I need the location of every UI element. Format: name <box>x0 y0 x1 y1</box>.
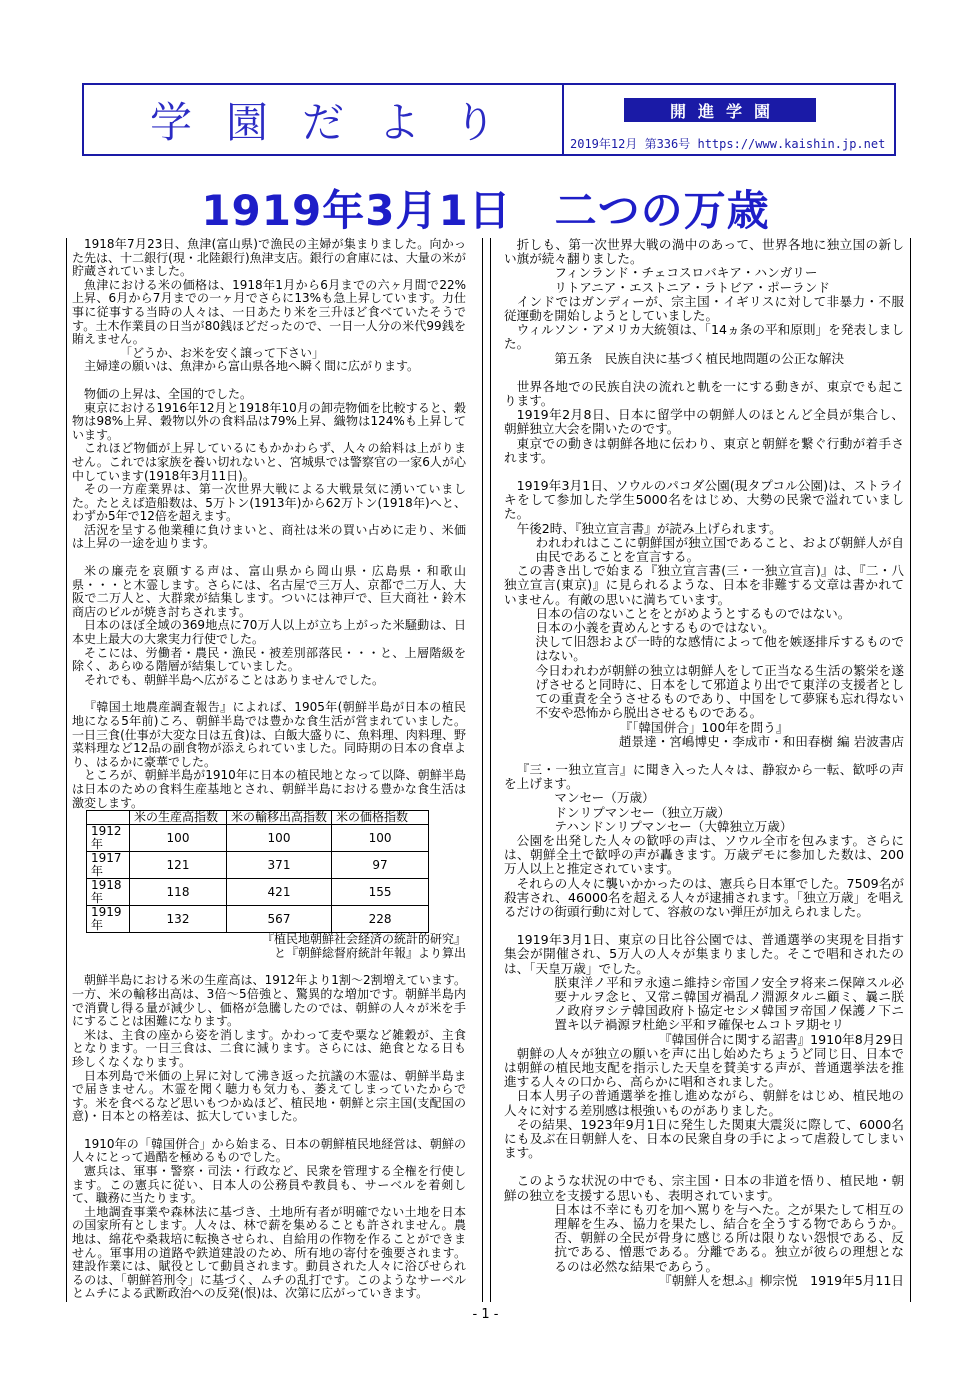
table-row <box>87 906 429 933</box>
left-column <box>66 238 474 1301</box>
paragraph: そこには、労働者・農民・漁民・被差別部落民・・・と、上層階級を除く、あらゆる階層が結集していました。 <box>72 645 466 674</box>
source-citation: 『韓国併合に関する詔書』1910年8月29日 <box>659 1031 904 1047</box>
quote: 「どうか、お米を安く譲って下さい」 <box>120 345 325 360</box>
masthead <box>82 83 896 156</box>
paragraph: 米の廉売を哀願する声は、富山県から岡山県・広島県・和歌山県・・・と木霊します。さらには、名古屋で三万人、京都で二万人、大阪で二万人と、大群衆が結集します。ついには神戸で、巨大商社・鈴木商店のビルが焼き討ちされます。 <box>72 564 466 619</box>
paragraph: 主婦達の願いは、魚津から富山県各地へ瞬く間に広がります。 <box>84 359 420 374</box>
paragraph: ところが、朝鮮半島が1910年に日本の植民地となって以降、朝鮮半島は日本のための食料生産基地とされ、朝鮮半島における豊かな食生活は激変します。 <box>72 768 466 810</box>
table-year: 1919年 <box>87 906 130 933</box>
table-corner <box>87 811 130 825</box>
cheer: テハンドンリプマンセー（大韓独立万歳） <box>554 818 793 834</box>
cheer: マンセー（万歳） <box>554 790 655 806</box>
page-number: - 1 - <box>472 1307 499 1322</box>
paragraph: その結果、1923年9月1日に発生した関東大震災に際して、6000名にも及ぶ在日朝鮮人を、日本の民衆自身の手によって虐殺してしまいます。 <box>504 1116 904 1161</box>
page-headline: 1919年3月1日 二つの万歳 <box>201 186 770 235</box>
paragraph: 折しも、第一次世界大戦の渦中のあって、世界各地に独立国の新しい旗が続々翻りました。 <box>504 237 904 267</box>
source-citation: 『朝鮮人を想ふ』柳宗悦 1919年5月11日 <box>659 1272 904 1288</box>
paragraph: それでも、朝鮮半島へ広がることはありませんでした。 <box>84 672 385 687</box>
paragraph: 魚津における米の価格は、1918年1月から6月までの六ヶ月間で22%上昇、6月から7月までの一ヶ月でさらに13%も急上昇しています。力仕事に従事する当時の人々は、一日あたり米を三升ほど食べていたそうです。土木作業員の日当が80銭ほどだったので、一日一人分の米代99銭を賄えません。 <box>72 277 466 347</box>
column-rule <box>910 238 911 1302</box>
table-header-row <box>87 811 429 825</box>
table-cell: 132 <box>130 906 227 933</box>
cheer: ドンリプマンセー（独立万歳） <box>554 804 731 820</box>
paragraph: 1919年3月1日、ソウルのパコダ公園(現タプコル公園)は、ストライキをして参加した学生5000名をはじめ、大勢の民衆で溢れていました。 <box>504 478 904 522</box>
table-cell: 567 <box>227 906 332 933</box>
country-list: リトアニア・エストニア・ラトビア・ポーランド <box>554 279 830 295</box>
paragraph: 日本列島で米価の上昇に対して沸き返った抗議の木霊は、朝鮮半島まで届きません。木霊を聞く聴力も気力も、萎えてしまっていたからです。米を食べるなど思いもつかぬほど、植民地・朝鮮と宗主国(支配国の意)・日本との格差は、拡大していました。 <box>72 1068 466 1124</box>
table-year: 1912年 <box>87 825 130 852</box>
table-cell: 228 <box>332 906 429 933</box>
paragraph: 1910年の「韓国併合」から始まる、日本の朝鮮植民地経営は、朝鮮の人々にとって過酷を極めるものでした。 <box>72 1136 466 1165</box>
paragraph: これほど物価が上昇しているにもかかわらず、人々の給料は上がりません。これでは家族を養い切れないと、宮城県では警察官の一家6人が心中しています(1918年3月11日)。 <box>72 441 466 483</box>
quote: 決して旧怨および一時的な感情によって他を嫉逐排斥するものではない。 <box>535 634 904 664</box>
source-citation: 趙景達・宮嶋博史・李成市・和田春樹 編 岩波書店 <box>618 733 904 749</box>
source-citation: と『朝鮮総督府統計年報』より算出 <box>273 945 466 960</box>
table-row <box>87 852 429 879</box>
table-cell: 100 <box>227 825 332 852</box>
column-rule <box>482 238 483 1302</box>
table-year: 1917年 <box>87 852 130 879</box>
column-rule <box>490 238 491 1302</box>
paragraph: 『三・一独立宣言』に聞き入った人々は、静寂から一転、歓呼の声を上げます。 <box>504 761 904 792</box>
issue-info: 2019年12月 第336号 https://www.kaishin.jp.net <box>570 137 886 151</box>
source-citation: 『「韓国併合」100年を問う』 <box>619 719 789 735</box>
quote: 日本の小義を責めんとするものではない。 <box>535 620 775 636</box>
table-header: 米の価格指数 <box>332 811 429 825</box>
paragraph: それらの人々に襲いかかったのは、憲兵ら日本軍でした。7509名が殺害され、46000名を超える人々が逮捕されます。「独立万歳」を唱えるだけの街頭行動に対して、容赦のない弾圧が加えられました。 <box>504 875 904 919</box>
table-header: 米の生産高指数 <box>130 811 227 825</box>
table-cell: 100 <box>130 825 227 852</box>
paragraph: 世界各地での民族自決の流れと軌を一にする動きが、東京でも起こります。 <box>504 378 904 409</box>
source-citation: 『植民地朝鮮社会経済の統計的研究』 <box>261 932 466 947</box>
right-column <box>498 238 910 1288</box>
paragraph: 朝鮮半島における米の生産高は、1912年より1割～2割増えています。一方、米の輸移出高は、3倍～5倍強と、驚異的な増加です。朝鮮半島内で消費し得る量が減少し、価格が急騰したのでは、朝鮮の人々が米を手にすることは困難になります。 <box>72 973 466 1029</box>
newsletter-title: 学園だより <box>84 85 564 154</box>
paragraph: 東京における1916年12月と1918年10月の卸売物価を比較すると、穀物は98%上昇、穀物以外の食料品は79%上昇、織物は124%も上昇しています。 <box>72 400 466 442</box>
table-header: 米の輸移出高指数 <box>227 811 332 825</box>
paragraph: その一方産業界は、第一次世界大戦による大戦景気に湧いていました。たとえば造船数は、5万トン(1913年)から62万トン(1918年)へと、わずか5年で12倍を超えます。 <box>72 482 466 524</box>
paragraph: 日本のほぼ全域の369地点に70万人以上が立ち上がった米騒動は、日本史上最大の大衆実力行使でした。 <box>72 618 466 647</box>
table-cell: 121 <box>130 852 227 879</box>
paragraph: 物価の上昇は、全国的でした。 <box>84 386 253 401</box>
table-cell: 97 <box>332 852 429 879</box>
table-cell: 118 <box>130 879 227 906</box>
paragraph: 東京での動きは朝鮮各地に伝わり、東京と朝鮮を繋ぐ行動が着手されます。 <box>504 435 904 465</box>
paragraph: この書き出しで始まる『独立宣言書(三・一独立宣言)』は、『二・八独立宣言(東京)』に見られるような、日本を非難する文章は書かれていません。有敵の思いに満ちています。 <box>504 563 904 607</box>
paragraph: 1919年3月1日、東京の日比谷公園では、普通選挙の実現を目指す集会が開催され、5万人の人々が集まりました。そこで唱和されたのは、「天皇万歳」でした。 <box>504 932 904 976</box>
table-cell: 371 <box>227 852 332 879</box>
paragraph: インドではガンディーが、宗主国・イギリスに対して非暴力・不服従運動を開始しようとしていました。 <box>504 293 904 324</box>
paragraph: 『韓国土地農産調査報告』によれば、1905年(朝鮮半島が日本の植民地になる5年前)ころ、朝鮮半島では豊かな食生活が営まれていました。一日三食(仕事が大変な日は五食)は、白飯大盛りに、魚料理、肉料理、野菜料理など12品の副食物が添えられていました。同時期の日本の食卓より、はるかに豪華でした。 <box>72 700 466 769</box>
quote: 今日われわが朝鮮の独立は朝鮮人をして正当なる生活の繁栄を遂げさせると同時に、日本をして邪道より出でて東洋の支援者としての重責を全うさせるものであり、中国をして夢寐も忘れ得ない不安や恐怖から脱出させるものである。 <box>535 662 904 721</box>
paragraph: 朝鮮の人々が独立の願いを声に出し始めたちょうど同じ日、日本では朝鮮の植民地支配を指示した天皇を賛美する声が、普通選挙法を推進する人々の口から、高らかに唱和されました。 <box>504 1045 904 1090</box>
paragraph: 公園を出発した人々の歓呼の声は、ソウル全市を包みます。さらには、朝鮮全土で歓呼の声が轟きます。万歳デモに参加した数は、200万人以上と推定されています。 <box>504 832 904 877</box>
paragraph: 1918年7月23日、魚津(富山県)で漁民の主婦が集まりました。向かった先は、十二銀行(現・北陸銀行)魚津支店。銀行の倉庫には、大量の米が貯蔵されていました。 <box>72 237 466 279</box>
table-row <box>87 825 429 852</box>
table-row <box>87 879 429 906</box>
paragraph: 米は、主食の座から姿を消します。かわって麦や粟など雑穀が、主食となります。一日三食は、二食に減ります。さらには、絶食となる日も珍しくなくなります。 <box>72 1027 466 1069</box>
quote: われわれはここに朝鮮国が独立国であること、および朝鮮人が自由民であることを宣言する。 <box>535 534 904 565</box>
country-list: フィンランド・チェコスロバキア・ハンガリー <box>554 265 818 281</box>
quote: 朕東洋ノ平和ヲ永遠ニ維持シ帝国ノ安全ヲ将来ニ保障スル必要ナルヲ念ヒ、又常ニ韓国ガ禍乱ノ淵源タルニ顧ミ、曩ニ朕ノ政府ヲシテ韓国政府ト協定セシメ韓国ヲ帝国ノ保護ノ下ニ置キ以テ禍源ヲ杜絶シ平和ヲ確保セムコトヲ期セリ <box>554 974 904 1033</box>
quote: 日本は不幸にも刃を加へ罵りを与へた。之が果たして相互の理解を生み、協力を果たし、結合を全うする物であらうか。否、朝鮮の全民が骨身に感じる所は限りない怨恨である、反抗である、憎悪である。分離である。独立が彼らの理想となるのは必然な結果であらう。 <box>554 1201 904 1274</box>
paragraph: 午後2時、『独立宣言書』が読み上げられます。 <box>516 520 782 536</box>
paragraph: 1919年2月8日、日本に留学中の朝鮮人のほとんど全員が集合し、朝鮮独立大会を開いたのです。 <box>504 407 904 437</box>
paragraph: ウィルソン・アメリカ大統領は、「14ヵ条の平和原則」を発表しました。 <box>504 322 904 352</box>
rice-index-table <box>86 810 429 933</box>
quote: 第五条 民族自決に基づく植民地問題の公正な解決 <box>554 350 845 366</box>
table-cell: 155 <box>332 879 429 906</box>
paragraph: 活況を呈する他業種に負けまいと、商社は米の買い占めに走り、米価は上昇の一途を辿ります。 <box>72 522 466 551</box>
paragraph: このような状況の中でも、宗主国・日本の非道を悟り、植民地・朝鮮の独立を支援する思いも、表明されています。 <box>504 1173 904 1203</box>
table-year: 1918年 <box>87 879 130 906</box>
quote: 日本の信のないことをとがめようとするものではない。 <box>535 605 851 621</box>
table-cell: 421 <box>227 879 332 906</box>
paragraph: 憲兵は、軍事・警察・司法・行政など、民衆を管理する全権を行使します。この憲兵に従い、日本人の公務員や教員も、サーベルを着剣して、職務に当たります。 <box>72 1164 466 1206</box>
table-cell: 100 <box>332 825 429 852</box>
paragraph: 土地調査事業や森林法に基づき、土地所有者が明確でない土地を日本の国家所有とします。人々は、林で薪を集めることも許されません。農地は、綿花や桑栽培に転換させられ、自給用の作物を作ることができません。軍事用の道路や鉄道建設のため、所有地の寄付を強要されます。建設作業には、賦役として動員されます。動員された人々に浴びせられるのは、「朝鮮笞刑令」に基づく、ムチの乱打です。このようなサーベルとムチによる武断政治への反発(恨)は、次第に広がっていきます。 <box>72 1204 466 1301</box>
school-name: 開進学園 <box>624 98 816 122</box>
paragraph: 日本人男子の普通選挙を推し進めながら、朝鮮をはじめ、植民地の人々に対する差別感は根強いものがありました。 <box>504 1088 904 1118</box>
